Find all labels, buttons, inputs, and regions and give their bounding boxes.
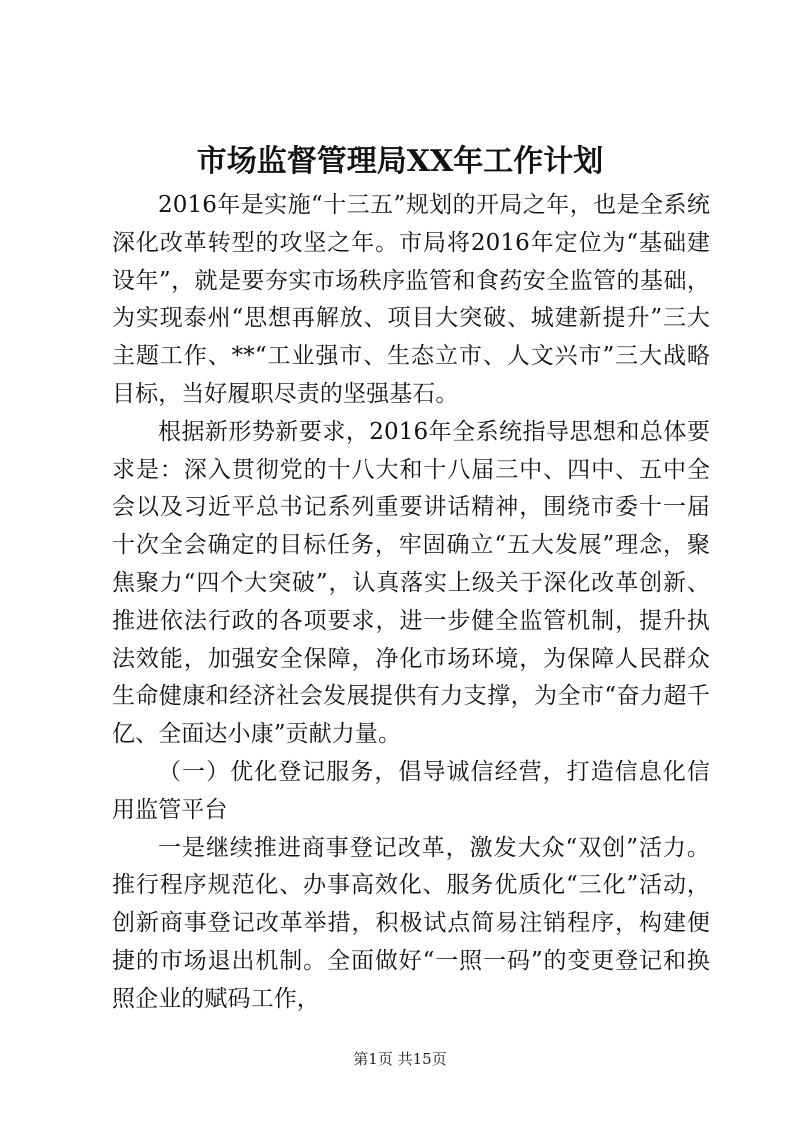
document-body (112, 187, 710, 1019)
paragraph-3: 一是继续推进商事登记改革，激发大众“双创”活力。推行程序规范化、办事高效化、服务优质化“三化”活动，创新商事登记改革举措，积极试点简易注销程序，构建便捷的市场退出机制。全面做好“一照一码”的变更登记和换照企业的赋码工作， (112, 834, 710, 1012)
paragraph-1: 2016年是实施“十三五”规划的开局之年，也是全系统深化改革转型的攻坚之年。市局将2016年定位为“基础建设年”，就是要夯实市场秩序监管和食药安全监管的基础，为实现泰州“思想再解放、项目大突破、城建新提升”三大主题工作、**“工业强市、生态立市、人文兴市”三大战略目标，当好履职尽责的坚强基石。 (112, 192, 710, 407)
document-title: 市场监督管理局XX年工作计划 (196, 144, 604, 179)
page-number: 第1页 共15页 (353, 1050, 447, 1068)
paragraph-2: 根据新形势新要求，2016年全系统指导思想和总体要求是：深入贯彻党的十八大和十八届三中、四中、五中全会以及习近平总书记系列重要讲话精神，围绕市委十一届十次全会确定的目标任务，牢固确立“五大发展”理念，聚焦聚力“四个大突破”，认真落实上级关于深化改革创新、推进依法行政的各项要求，进一步健全监管机制，提升执法效能，加强安全保障，净化市场环境，为保障人民群众生命健康和经济社会发展提供有力支撑，为全市“奋力超千亿、全面达小康”贡献力量。 (112, 418, 710, 748)
section-heading-1: （一）优化登记服务，倡导诚信经营，打造信息化信用监管平台 (112, 758, 710, 823)
